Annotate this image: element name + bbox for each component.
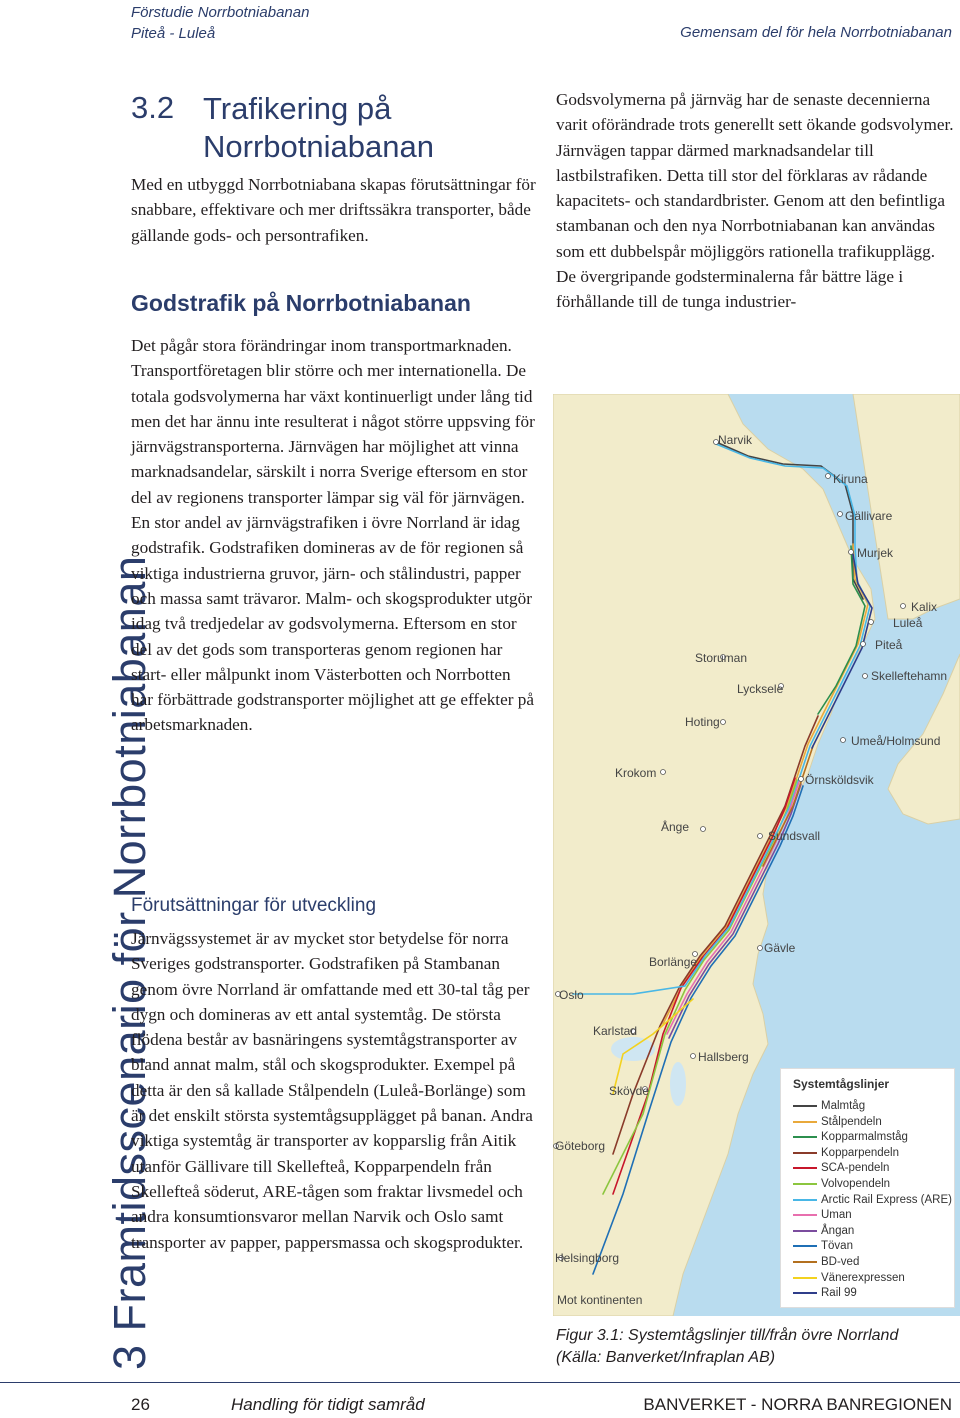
legend-item [793, 1115, 882, 1130]
station-pitea [861, 642, 866, 647]
legend-label: Stålpendeln [821, 1115, 882, 1128]
station-umea [841, 738, 846, 743]
station-krokom [661, 770, 666, 775]
station-hoting [721, 720, 726, 725]
section-number: 3.2 [131, 90, 175, 125]
legend-swatch [793, 1230, 817, 1232]
section-intro: Med en utbyggd Norrbotniabana skapas förutsättningar för snabbare, effektivare och mer driftssäkra transporter, både gällande gods- och persontrafiken. [131, 175, 536, 245]
legend-label: Volvopendeln [821, 1178, 891, 1190]
legend-swatch [793, 1292, 817, 1294]
subheading-forutsattningar: Förutsättningar för utveckling [131, 895, 377, 916]
station-ange [701, 827, 706, 832]
legend-label: BD-ved [821, 1256, 860, 1268]
station-sundsvall [758, 834, 763, 839]
legend-item [793, 1130, 908, 1145]
header-doc-title: Förstudie Norrbotniabanan [131, 4, 310, 21]
station-gallivare [838, 512, 843, 517]
label-gallivare: Gällivare [845, 509, 893, 523]
label-krokom: Krokom [615, 766, 657, 780]
footer-organisation: BANVERKET - NORRA BANREGIONEN [643, 1395, 952, 1414]
legend-swatch [793, 1121, 817, 1123]
map-legend [780, 1068, 955, 1308]
label-gavle: Gävle [764, 941, 796, 955]
legend-label: Uman [821, 1209, 852, 1222]
legend-label: Vänerexpressen [821, 1271, 905, 1284]
station-gavle [758, 946, 763, 951]
figure-caption [556, 1325, 898, 1369]
label-hallsberg: Hallsberg [698, 1050, 749, 1064]
label-mot-kontinenten: Mot kontinenten [557, 1293, 643, 1307]
legend-swatch [793, 1199, 817, 1201]
legend-item [793, 1177, 890, 1192]
caption-line1: Figur 3.1: Systemtågslinjer till/från övre Norrland [556, 1327, 899, 1344]
label-narvik: Narvik [718, 433, 753, 447]
legend-label: Arctic Rail Express (ARE) [821, 1193, 952, 1206]
label-goteborg: Göteborg [555, 1139, 606, 1153]
legend-item [793, 1161, 889, 1176]
legend-swatch [793, 1136, 817, 1138]
station-kiruna [826, 474, 831, 479]
legend-item [793, 1208, 852, 1223]
right-column-body: Godsvolymerna på järnväg har de senaste decennierna varit oförändrade trots generellt sett ökande godsvolymer. Järnvägen tappar därmed marknadsandelar till lastbilstrafiken. Detta till stor del förklaras av rådande kapacitets- och standardbrister. Genom att den befintliga stambanan och den nya Norrbotniabanan kan användas som ett dubbelspår möjliggörs rationella trafikupplägg. De övergripande godsterminalerna får bättre läge i förhållande till de tunga industrier- [556, 90, 954, 312]
legend-swatch [793, 1245, 817, 1247]
legend-swatch [793, 1214, 817, 1216]
legend-swatch [793, 1277, 817, 1279]
chapter-vertical-title: 3 Framtidsscenario för Norrbotniabanan [104, 555, 155, 1370]
station-lulea [869, 620, 874, 625]
label-skovde: Skövde [609, 1084, 650, 1098]
legend-swatch [793, 1261, 817, 1263]
station-skelleftehamn [863, 674, 868, 679]
legend-item [793, 1271, 905, 1286]
legend-label: SCA-pendeln [821, 1162, 890, 1175]
legend-swatch [793, 1167, 817, 1169]
legend-title: Systemtågslinjer [793, 1077, 890, 1091]
label-ornskoldsvik: Örnsköldsvik [805, 773, 874, 787]
label-skelleftehamn: Skelleftehamn [871, 669, 948, 683]
label-hoting: Hoting [685, 715, 720, 729]
subheading-godstrafik: Godstrafik på Norrbotniabanan [131, 290, 471, 316]
label-karlstad: Karlstad [593, 1024, 638, 1038]
legend-item [793, 1146, 899, 1161]
header-doc-subtitle: Piteå - Luleå [131, 25, 216, 42]
label-sundsvall: Sundsvall [768, 829, 821, 843]
legend-label: Ångan [821, 1224, 855, 1237]
legend-swatch [793, 1152, 817, 1154]
label-storuman: Storuman [695, 651, 748, 665]
label-pitea: Piteå [875, 638, 903, 652]
forutsattningar-body: Järnvägssystemet är av mycket stor betydelse för norra Sveriges godstransporter. Godstrafiken på Stambanan genom övre Norrland är omfattande med ett 30-tal tåg per dygn och domineras av ett antal systemtåg. De största flödena består av basnäringens systemtågstransporter av bland annat malm, stål och skogsprodukter. Exempel på detta är den så kallade Stålpendeln (Luleå-Borlänge) som är det enskilt största systemtågsupplägget på banan. Andra viktiga systemtåg är transporter av kopparslig från Aitik utanför Gällivare till Skellefteå, Kopparpendeln från Skellefteå söderut, ARE-tågen som fraktar livsmedel och andra konsumtionsvaror mellan Narvik och Oslo samt transporter av papper, pappersmassa och skogsprodukter. [131, 929, 533, 1252]
legend-item [793, 1286, 857, 1301]
label-borlange: Borlänge [649, 955, 698, 969]
label-kiruna: Kiruna [833, 472, 868, 486]
footer-document-stage: Handling för tidigt samråd [231, 1395, 425, 1414]
station-ornskoldsvik [799, 777, 804, 782]
footer-rule [0, 1382, 960, 1383]
page-number: 26 [131, 1395, 150, 1414]
label-umea: Umeå/Holmsund [851, 734, 941, 748]
legend-label: Malmtåg [821, 1100, 866, 1112]
label-oslo: Oslo [559, 988, 584, 1002]
lake-vanern [611, 1037, 655, 1061]
godstrafik-body: Det pågår stora förändringar inom transportmarknaden. Transportföretagen blir större och mer internationella. De totala godsvolymerna har växt kontinuerligt under lång tid men det har ännu inte resulterat i något större uppsving för järnvägstransporterna. Järnvägen har möjlighet att vinna marknadsandelar, särskilt i norra Sverige eftersom en stor del av regionens transporter lämpar sig väl för järnvägen. En stor andel av järnvägstrafiken i övre Norrland är idag godstrafik. Godstrafiken domineras av de för regionen så viktiga industrierna gruvor, järn- och stålindustri, papper och massa samt trävaror. Malm- och skogsprodukter utgör idag två tredjedelar av godsvolymerna. Eftersom en stor del av det gods som transporteras genom regionen har start- eller målpunkt inom Västerbotten och Norrbotten har förbättrade godstransporter möjlighet att ge effekter på arbetsmarknaden. [131, 336, 535, 735]
label-lulea: Luleå [893, 616, 923, 630]
legend-swatch [793, 1105, 817, 1107]
legend-item [793, 1239, 853, 1254]
legend-label: Tövan [821, 1240, 853, 1253]
running-header-left [131, 2, 309, 44]
label-helsingborg: Helsingborg [555, 1251, 620, 1265]
caption-line2: (Källa: Banverket/Infraplan AB) [556, 1349, 776, 1366]
legend-item [793, 1193, 952, 1208]
label-ange: Ånge [661, 820, 690, 834]
legend-label: Rail 99 [821, 1287, 857, 1300]
label-lycksele: Lycksele [737, 682, 784, 696]
legend-label: Kopparpendeln [821, 1146, 900, 1159]
label-kalix: Kalix [911, 600, 938, 614]
running-header-right: Gemensam del för hela Norrbotniabanan [680, 24, 952, 41]
legend-label: Kopparmalmståg [821, 1131, 908, 1144]
station-hallsberg [691, 1054, 696, 1059]
legend-swatch [793, 1183, 817, 1185]
lake-vattern [670, 1062, 686, 1106]
legend-item [793, 1099, 865, 1114]
label-murjek: Murjek [857, 546, 894, 560]
legend-item [793, 1224, 854, 1239]
station-kalix [901, 604, 906, 609]
section-title: Trafikering på Norrbotniabanan [203, 91, 434, 164]
station-murjek [849, 550, 854, 555]
legend-item [793, 1255, 859, 1270]
